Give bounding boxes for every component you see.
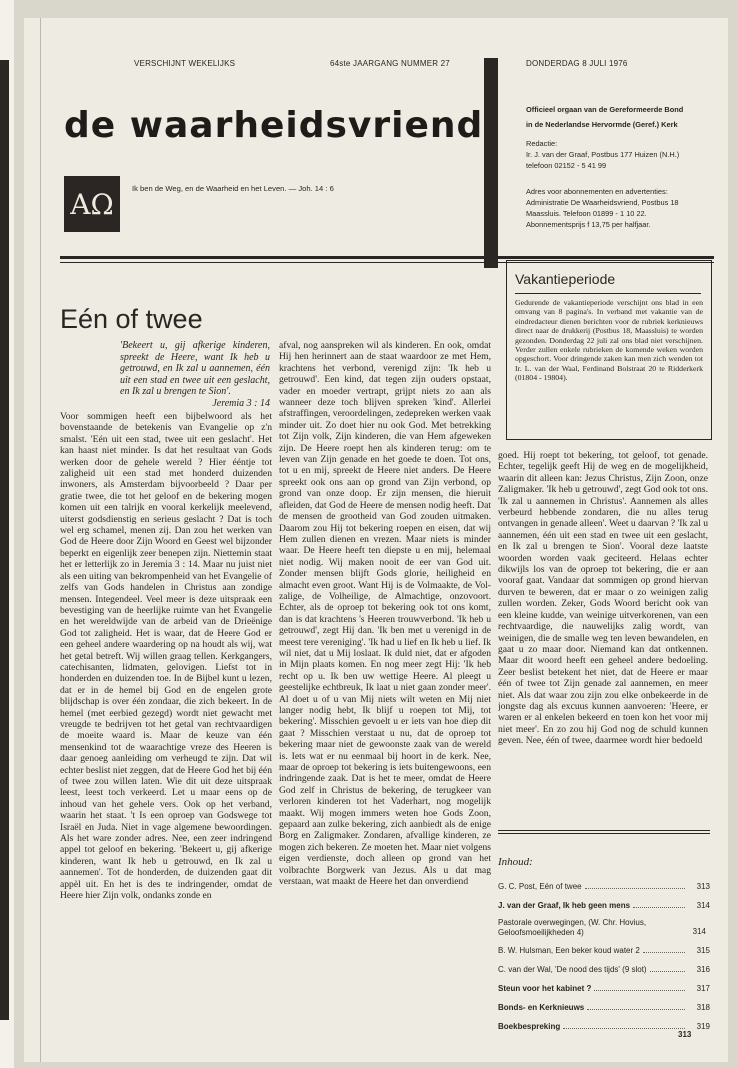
toc-top-rule — [498, 830, 710, 831]
article-title: Eén of twee — [60, 304, 203, 334]
vakantie-title: Vakantieperiode — [515, 271, 616, 287]
header-divider-bar — [484, 58, 498, 268]
toc-item: G. C. Post, Eén of twee 313 — [498, 882, 710, 891]
toc-item: Steun voor het kabinet ? 317 — [498, 984, 710, 993]
masthead-title: de waarheidsvriend — [64, 105, 484, 146]
redactie-info — [526, 138, 726, 171]
article-column-1 — [60, 411, 272, 1027]
article-quote — [120, 340, 270, 410]
admin-line-2: Administratie De Waarheidsvriend, Postbus 18 — [526, 198, 679, 207]
fold-line — [40, 18, 41, 1062]
column-1-text: Voor sommigen heeft een bijbelwoord als het bovenstaande de betekenis van Evangelie op z'n smalst. 'Eén uit een stad, twee uit een geslacht'. Het kan haast niet minder. Is dat het resultaat van Gods werken door de gehele wereld ? Hier ééntje tot zaligheid uit een stad met honderd duizenden inwoners, als Amsterdam bijvoorbeeld ? Daar per gratie twee, die tot het geloof en de bekering mogen komen uit een talrijk en vooral kerkelijk meelevend, uiterst godsdienstig en serieus geslacht ? Dat is toch wel erg schamel, menen zij. Dan zou het werken van God de Heere door Zijn Woord en Geest wel bijzonder beperkt en eigenlijk zeer benepen zijn. Niettemin staat het er letterlijk zo in Jeremia 3 : 14. Maar nu juist niet als een uiting van bekrompenheid van het Evangelie of zelfs van Gods handelen in Christus aan zondige mensen. Integendeel. Veel meer is deze uitspraak een bevestiging van de heerlijke ruimte van het Evangelie en het wereldwijde van de arbeid van de Drieënige God tot zaligheid. Het is waar, dat de Heere God er een geheel andere waardering op na houdt als wij, wat het getal betreft. Wij willen graag tellen. Kerkgangers, catechisanten, lidmaten, gelovigen. Liefst tot in honderden en duizenden toe. In de Bijbel kunt u lezen, dat er in de hemel bij God en de engelen grote blijdschap is over één zondaar, die zich bekeert. In de hemel (met eerbied gezegd) wordt niet gewacht met vreugde te bedrijven tot het getal van rechtvaardigen de moeite waard is. Maar de keuze van één mensenkind tot de waarachtige vreze des Heeren is daar genoeg aanleiding om verheugd te zijn. Dat wil echter beslist niet zeggen, dat de Heere God het bij één of twee zou willen laten. Wie dit uit deze uitspraak leest, leest toch verkeerd. Let u maar eens op de inhoud van het gehele vers. Ook op het verband, waarin het staat. 't Is een oproep van Godswege tot Israël en Juda. Niet in vage algemene bewoordingen. Als het ware zonder adres. Nee, een zeer indringend appel tot geloof en bekering. 'Bekeert u, gij afkerige kinderen, want Ik heb u getrouwd, en Ik zal u aannemen'. Tot de honderden, de duizenden gaat dit appèl uit. En het is des te indringender, omdat de Heere hier Zijn volk, ondanks zonde en — [60, 411, 272, 902]
column-3-text: goed. Hij roept tot bekering, tot geloof, tot genade. Echter, tegelijk geeft Hij de weg en de mogelijkheid, waarin dit alleen kan: Jezus Christus, Zijn Zoon, onze Zaligmaker. 'Ik heb u getrouwd', zegt God ook tot ons. 'Ik zal u aannemen in Christus'. Aannemen als alles verbeurd hebbende zondaren, die nu alles terug ontvangen in genade alleen'. Weet u daarvan ? 'Ik zal u aannemen, één uit een stad en twee uit een geslacht, en Ik zal u brengen te Sion'. Vooral deze laatste woorden worden vaak geciteerd. Helaas echter dikwijls los van de oproep tot bekering, die er aan vooraf gaat. Vandaar dat sommigen op grond hiervan durven te beweren, dat er maar o zo weinigen zalig zullen worden. Zeker, Gods Woord bericht ook van een kleine kudde, van weinige uitverkorenen, van een rechtvaardige, die nauwelijks zalig wordt, van weinigen, die de smalle weg ten leven bewandelen, en gaat u zo maar door. Niemand kan dat ontkennen. Maar dit woord heeft een geheel andere bedoeling. Zeer beslist betekent het niet, dat de Heere er maar één of twee tot Zijn genade zal aannemen, en meer niet. Als dat waar zou zijn zou elke onbekeerde in de jongste dag als excuus kunnen aanvoeren: 'Heere, er waren er al enkelen bekeerd en toen kon het voor mij niet meer'. En zo zou hij God nog de schuld kunnen geven. Nee, één of twee, daarmee wordt hier bedoeld — [498, 450, 708, 747]
date-label: DONDERDAG 8 JULI 1976 — [526, 59, 628, 68]
toc-item: Boekbespreking 319 — [498, 1022, 710, 1031]
motto: Ik ben de Weg, en de Waarheid en het Leven. — Joh. 14 : 6 — [132, 184, 334, 193]
vakantie-text: Gedurende de vakantieperiode verschijnt ons blad in een omvang van 8 pagina's. In verband met vakantie van de eindredacteur dienen berichten voor de rubriek kerknieuws direct naar de drukkerij (Postbus 18, Maassluis) te worden gezonden. Donderdag 22 juli zal ons blad niet verschijnen. Verder zullen enkele rubrieken de komende weken worden opgeschort. Voor dringende zaken kan men zich wenden tot Ir. L. van der Waal, Ferdinand Bolstraat 20 te Ridderkerk (01804 - 19804). — [515, 298, 703, 383]
toc-item: Pastorale overwegingen, (W. Chr. Hovius, Geloofsmoeilijkheden 4) 314 — [498, 918, 706, 937]
page-spine — [0, 0, 14, 1068]
quote-reference: Jeremia 3 : 14 — [212, 397, 270, 409]
vakantie-box — [506, 260, 712, 440]
article-column-3 — [498, 450, 708, 822]
admin-line-3: Maassluis. Telefoon 01899 - 1 10 22. — [526, 209, 647, 218]
toc-title: Inhoud: — [498, 856, 533, 868]
redactie-label: Redactie: — [526, 139, 558, 148]
column-2-text: afval, nog aanspreken wil als kinderen. En ook, omdat Hij hen herinnert aan de staat waardoor ze met Hem, krachtens het verbond, verenigd zijn: 'Ik heb u getrouwd'. Een kind, dat tegen zijn ouders opstaat, vader en moeder vertrapt, grijpt niets zo aan als wanneer deze toch blijven spreken 'kind'. Allerlei afstraffingen, veroordelingen, zedepreken werken vaak minder uit. Zo doet hier nu ook God. Met betrekking tot Zijn volk, Zijn kinderen, die van Hem afgeweken zijn. De Heere roept hen als kinderen terug: om te leven van Zijn genade en het goede te doen. Tot ons, tot u en mij, spreekt de Heere niet anders. De Heere spreekt ook ons aan op grond van Zijn verbond, op grond van onze doop. Er zijn mensen, die hieruit afleiden, dat God de Heere de mensen nodig heeft. Dat de mensen de grootheid van God zouden uitmaken. Daarom zou Hij tot bekering roepen en eisen, dat wij Hem zullen dienen en vrezen. Maar niets is minder waar. De Heere heeft ten diepste u en mij, helemaal niet nodig. Wij maken nooit de eer van God uit. Zonder mensen blijft Gods glorie, heiligheid en almacht even groot. Want Hij is de Volmaakte, de Vol-zalige, de Volheilige, de Almachtige, onzovoort. Echter, als de oproep tot bekering ook tot ons komt, dan is dat krachtens 's Heeren trouwverbond. 'Ik heb u getrouwd', zegt Hij dan. 'Ik ben met u verenigd in de meest tere vereniging'. 'Ik had u lief en Ik heb u lief. Ik wil niet, dat u Mij loslaat. Ik duld niet, dat er afgoden in Mijn plaats komen. En nog meer zegt Hij: 'Ik heb recht op u. Ik ben uw wettige Heere. Al pleegt u geestelijke echtbreuk, Ik laat u niet gaan zonder meer'. Al doet u of u van Mij niets wilt weten en Mij niet langer nodig hebt, Ik blijf u roepen tot Mij, tot bekering'. Misschien gevoelt u er iets van hoe diep dit gaat ? Misschien verstaat u nu, dat de oproep tot bekering maar niet de gewoonste zaak van de wereld is. Iets wat er nu eenmaal bij hoort in de kerk. Nee, maar de oproep tot bekering is iets buitengewoons, een indringende zaak. Dat is het te meer, omdat de Heere God zelf in Christus de bekering, de terugkeer van verloren kinderen tot het Vaderhart, nog mogelijk maakt. Wij mogen immers weten hoe Gods Zoon, gepaard aan zulke bekering, zich aanbiedt als de enige Borg en Zaligmaker. Zondaren, afvallige kinderen, ze mogen zich bekeren. Ze moeten het. Maar niet volgens eigen verdienste, doch alleen op grond van het volbrachte Borgwerk van Jezus. Als u dat mag verstaan, wat maakt de Heere het dan onverdiend — [279, 340, 491, 888]
toc-item: J. van der Graaf, Ik heb geen mens 314 — [498, 901, 710, 910]
organ-line-2: in de Nederlandse Hervormde (Geref.) Kerk — [526, 120, 678, 129]
spine-bar — [0, 60, 9, 1020]
redactie-line-1: Ir. J. van der Graaf, Postbus 177 Huizen (N.H.) — [526, 150, 680, 159]
page-number: 313 — [678, 1030, 692, 1039]
admin-info — [526, 186, 726, 230]
quote-text: 'Bekeert u, gij afkerige kinderen, spreekt de Heere, want Ik heb u getrouwd, en Ik zal u aannemen, één uit een stad en twee uit een geslacht, en Ik zal u brengen te Sion'. — [120, 340, 270, 398]
admin-line-1: Adres voor abonnementen en advertenties: — [526, 187, 668, 196]
organ-line-1: Officieel orgaan van de Gereformeerde Bond — [526, 105, 684, 114]
admin-line-4: Abonnementsprijs f 13,75 per halfjaar. — [526, 220, 651, 229]
toc-list — [498, 880, 710, 1033]
article-column-2 — [279, 340, 491, 1027]
toc-item: C. van der Wal, 'De nood des tijds' (9 slot) 316 — [498, 965, 710, 974]
newspaper-page — [24, 18, 728, 1062]
organ-info — [526, 102, 726, 132]
volume-label: 64ste JAARGANG NUMMER 27 — [330, 59, 450, 68]
toc-top-rule-2 — [498, 833, 710, 834]
toc-item: Bonds- en Kerknieuws 318 — [498, 1003, 710, 1012]
weekly-label: VERSCHIJNT WEKELIJKS — [134, 59, 236, 68]
redactie-line-2: telefoon 02152 - 5 41 99 — [526, 161, 607, 170]
toc-item: B. W. Hulsman, Een beker koud water 2 315 — [498, 946, 710, 955]
alpha-omega-logo: AΩ — [64, 176, 120, 232]
vakantie-rule — [515, 293, 701, 294]
header-rule — [60, 256, 714, 259]
